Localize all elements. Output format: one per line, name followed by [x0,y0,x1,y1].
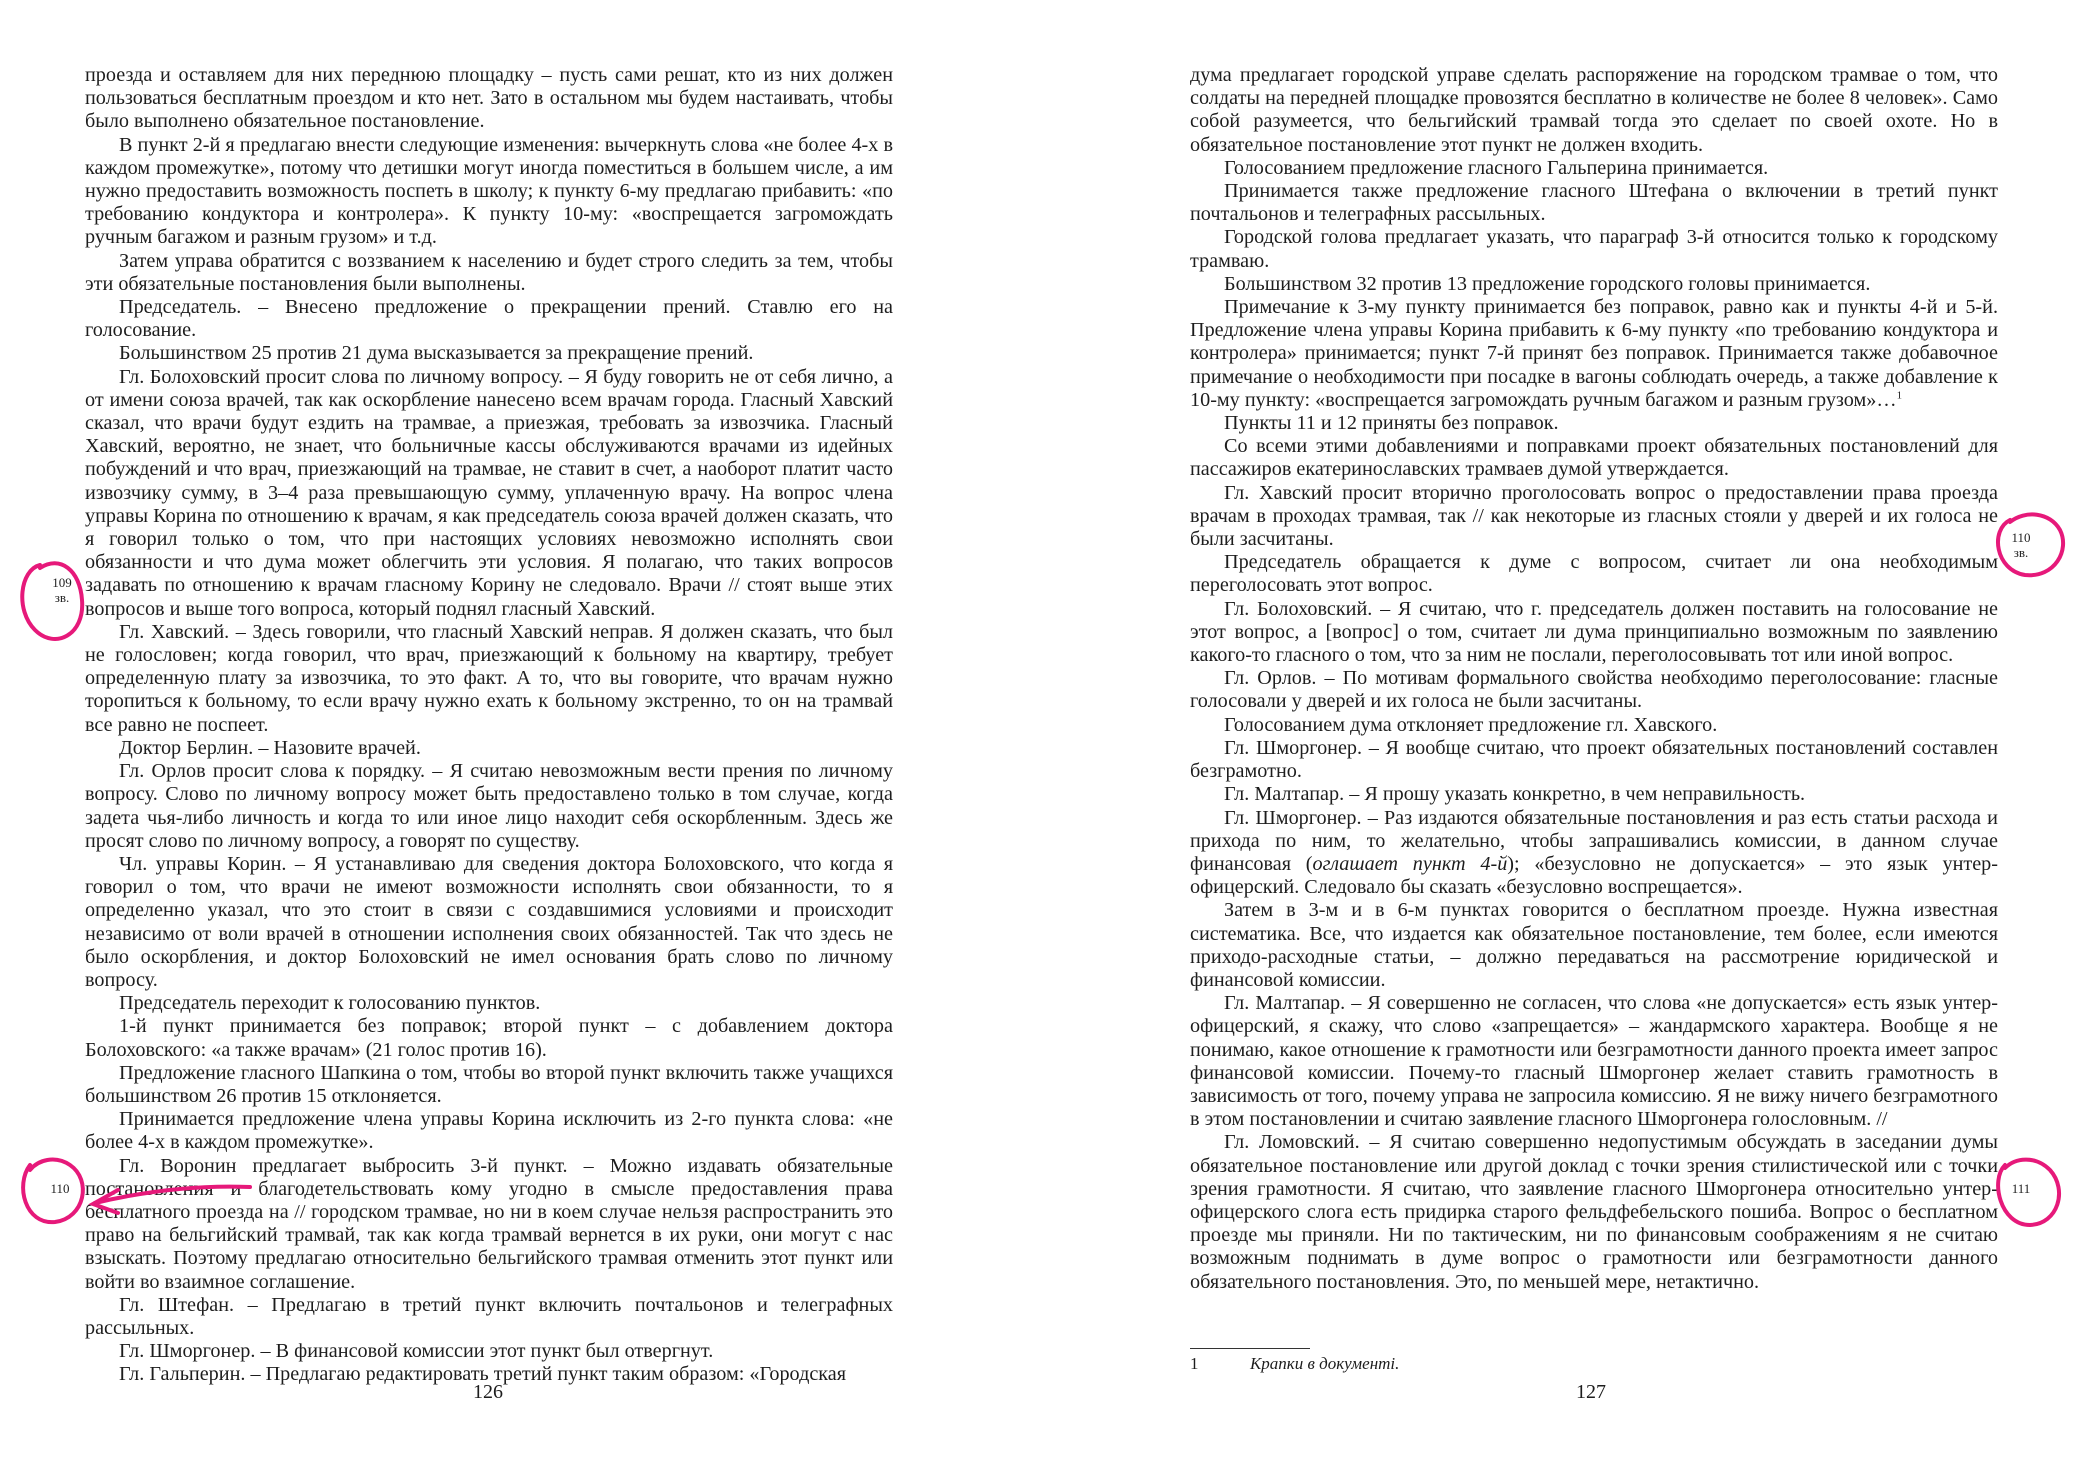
footnote-reference[interactable]: 1 [1896,389,1903,402]
paragraph: Гл. Болоховский просит слова по личному вопросу. – Я буду говорить не от себя лично, а от имени союза врачей, так как оскорбление нанесено всем врачам города. Гласный Хавский сказал, что врачи будут ездить на трамвае, а приезжая, требовать за извозчика. Гласный Хавский, вероятно, не знает, что больничные кассы обслуживаются врачами из идейных побуждений и что врач, приезжающий на трамвае, не ставит в счет, а наоборот платит часто извозчику сумму, в 3–4 раза превышающую сумму, уплаченную врачу. На вопрос члена управы Корина по отношению к врачам, я как председатель союза врачей должен сказать, что я говорил только о том, что при настоящих условиях невозможно исполнять свои обязанности и что дума может облегчить эти условия. Я полагаю, что таких вопросов задавать по отношению к врачам гласному Корину не следовало. Врачи // стоят выше этих вопросов и выше того вопроса, который поднял гласный Хавский. [85,365,893,620]
folio-number: 111 [2011,1181,2031,1196]
paragraph-text: Гл. Шморгонер. – Раз издаются обязательные постановления и раз есть статьи расхода и прихода по ним, то желательно, чтобы запрашивались комиссии, в данном случае финансовая ( [1190,806,1998,875]
paragraph-text: ); «безусловно не допускается» – это язык унтер-офицерский. Следовало бы сказать «безусловно воспрещается». [1190,852,1998,899]
paragraph: Принимается предложение члена управы Корина исключить из 2-го пункта слова: «не более 4-х в каждом промежутке». [85,1108,893,1154]
paragraph: Гл. Болоховский. – Я считаю, что г. председатель должен поставить на голосование не этот вопрос, а [вопрос] о том, считает ли дума принципиально возможным по заявлению какого-то гласного о том, что за ним не послали, переголосовывать тот или иной вопрос. [1190,597,1998,667]
paragraph: Председатель обращается к думе с вопросом, считает ли она необходимым переголосовать этот вопрос. [1190,551,1998,597]
paragraph: Голосованием предложение гласного Гальперина принимается. [1224,156,1769,179]
paragraph: Председатель переходит к голосованию пунктов. [119,992,541,1015]
left-page [85,64,893,1387]
paragraph: проезда и оставляем для них переднюю площадку – пусть сами решат, кто из них должен пользоваться бесплатным проездом и кто нет. Зато в остальном мы будем настаивать, чтобы было выполнено обязательное постановление. [85,64,893,133]
paragraph: Чл. управы Корин. – Я устанавливаю для сведения доктора Болоховского, что когда я говорил о том, что врачи не имеют возможности исполнять свои обязанности, то я определенно указал, что это стоит в связи с создавшимися условиями и происходит независимо от воли врачей в отношении исполнения своих обязанностей. Так что здесь не было оскорбления, и доктор Болоховский не имел основания брать слово по личному вопросу. [85,852,893,991]
page-number-left: 126 [473,1381,503,1403]
paragraph: Гл. Хавский просит вторично проголосовать вопрос о предоставлении права проезда врачам в проходах трамвая, так // как некоторые из гласных стояли у дверей и их голоса не были засчитаны. [1190,481,1998,551]
folio-mark-109 [44,575,80,605]
paragraph: Принимается также предложение гласного Штефана о включении в третий пункт почтальонов и телеграфных рассыльных. [1190,180,1998,226]
paragraph [1190,296,1998,412]
footnote-mark: 1 [1190,1354,1199,1373]
folio-number: 110 [50,1181,70,1196]
folio-mark-110-right [2003,530,2039,560]
paragraph: Пункты 11 и 12 приняты без поправок. [1224,412,1559,435]
folio-suffix: зв. [2013,545,2029,560]
paragraph: дума предлагает городской управе сделать распоряжение на городском трамвае о том, что солдаты на передней площадке провозятся бесплатно в количестве не более 8 человек». Само собой разумеется, что бельгийский трамвай тогда это сделает по своей охоте. Но в обязательное постановление этот пункт не должен входить. [1190,64,1998,156]
paragraph: Предложение гласного Шапкина о том, чтобы во второй пункт включить также учащихся большинством 26 против 15 отклоняется. [85,1061,893,1107]
folio-number: 110 [2011,530,2031,545]
folio-suffix: зв. [54,590,70,605]
folio-mark-110 [42,1181,78,1196]
right-page [1190,64,1998,1294]
paragraph: Гл. Хавский. – Здесь говорили, что гласный Хавский неправ. Я должен сказать, что был не голословен; когда говорил, что врач, приезжающий к больному на квартиру, требует определенную плату за извозчика, то это факт. А то, что вы говорите, что врачам нужно торопиться к больному, то если врачу нужно ехать к больному экстренно, то он на трамвай все равно не поспеет. [85,620,893,736]
page-number-right: 127 [1576,1381,1606,1403]
paragraph: Гл. Малтапар. – Я совершенно не согласен, что слова «не допускается» есть язык унтер-офицерский, я скажу, что слово «запрещается» – жандармского характера. Вообще я не понимаю, какое отношение к грамотности или безграмотности данного проекта имеет запрос финансовой комиссии. Почему-то гласный Шморгонер желает ставить грамотность в зависимость от того, почему управа не запросила комиссию. Я не вижу ничего безграмотного в этом постановлении и считаю заявление гласного Шморгонера голословным. // [1190,992,1998,1131]
paragraph-text: Примечание к 3-му пункту принимается без поправок, равно как и пункты 4-й и 5-й. Предложение члена управы Корина прибавить к 6-му пункту «по требованию кондуктора и контролера» принимается; пункт 7-й принят без поправок. Принимается также добавочное примечание о необходимости при посадке в вагоны соблюдать очередь, а также добавление к 10-му пункту: «воспрещается загромождать ручным багажом и разным грузом»… [1190,296,1998,411]
paragraph: Гл. Ломовский. – Я считаю совершенно недопустимым обсуждать в заседании думы обязательное постановление или другой доклад с точки зрения стилистической или с точки зрения грамотности. Я считаю, что заявление гласного Шморгонера относительно унтер-офицерского слога есть придирка старого фельдфебельского пошиба. Вопрос о бесплатном проезде мы приняли. Ни по тактическим, ни по финансовым соображениям я не считаю возможным поднимать в думе вопрос о грамотности или безграмотности данного обязательного постановления. Это, по меньшей мере, нетактично. [1190,1131,1998,1293]
paragraph: Гл. Орлов просит слова к порядку. – Я считаю невозможным вести прения по личному вопросу. Слово по личному вопросу может быть предоставлено только в том случае, когда задета чья-либо личность и когда то или иное лицо находит себя оскорбленным. Здесь же просят слово по личному вопросу, а говорят по существу. [85,760,893,852]
folio-number: 109 [52,575,72,590]
paragraph: Доктор Берлин. – Назовите врачей. [119,736,421,759]
paragraph: Большинством 32 против 13 предложение городского головы принимается. [1224,272,1871,295]
paragraph: Председатель. – Внесено предложение о прекращении прений. Ставлю его на голосование. [85,296,893,342]
paragraph: В пункт 2-й я предлагаю внести следующие изменения: вычеркнуть слова «не более 4-х в каждом промежутке», потому что детишки могут иногда поместиться в большем числе, а им нужно предоставить возможность поспеть в школу; к пункту 6-му предлагаю прибавить: «по требованию кондуктора и контролера». К пункту 10-му: «воспрещается загромождать ручным багажом и разным грузом» и т.д. [85,133,893,249]
paragraph: Гл. Воронин предлагает выбросить 3-й пункт. – Можно издавать обязательные постановления и благодетельствовать кому угодно в смысле предоставления права бесплатного проезда на // городском трамвае, но ни в коем случае нельзя распространить это право на бельгийский трамвай, так как когда трамвай вернется в их руки, они могут с нас взыскать. Поэтому предлагаю относительно бельгийского трамвая отменить этот пункт или войти во взаимное соглашение. [85,1154,893,1293]
paragraph: Гл. Штефан. – Предлагаю в третий пункт включить почтальонов и телеграфных рассыльных. [85,1293,893,1339]
footnote-divider [1190,1348,1310,1349]
footnote [1190,1354,1399,1374]
paragraph: Гл. Гальперин. – Предлагаю редактировать третий пункт таким образом: «Городская [119,1363,847,1386]
paragraph: Гл. Шморгонер. – В финансовой комиссии этот пункт был отвергнут. [119,1340,714,1363]
paragraph: Затем в 3-м и в 6-м пунктах говорится о бесплатном проезде. Нужна известная систематика. Все, что издается как обязательное постановление, тем более, если имеются приходо-расходные статьи, – должно передаваться на рассмотрение юридической и финансовой комиссии. [1190,899,1998,991]
paragraph [1190,807,1998,900]
folio-mark-111 [2003,1181,2039,1196]
paragraph: Затем управа обратится с воззванием к населению и будет строго следить за тем, чтобы эти обязательные постановления были выполнены. [85,249,893,295]
paragraph: Гл. Орлов. – По мотивам формального свойства необходимо переголосование: гласные голосовали у дверей и их голоса не были засчитаны. [1190,667,1998,713]
footnote-text: Крапки в документі. [1250,1354,1400,1373]
paragraph: Со всеми этими добавлениями и поправками проект обязательных постановлений для пассажиров екатеринославских трамваев думой утверждается. [1190,435,1998,481]
paragraph: Гл. Шморгонер. – Я вообще считаю, что проект обязательных постановлений составлен безграмотно. [1190,736,1998,783]
paragraph: Голосованием дума отклоняет предложение гл. Хавского. [1224,713,1718,736]
paragraph: 1-й пункт принимается без поправок; второй пункт – с добавлением доктора Болоховского: «а также врачам» (21 голос против 16). [85,1015,893,1061]
stage-direction: оглашает пункт 4-й [1312,852,1508,875]
paragraph: Гл. Малтапар. – Я прошу указать конкретно, в чем неправильность. [1224,783,1806,806]
paragraph: Городской голова предлагает указать, что параграф 3-й относится только к городскому трамваю. [1190,226,1998,272]
paragraph: Большинством 25 против 21 дума высказывается за прекращение прений. [119,342,754,365]
